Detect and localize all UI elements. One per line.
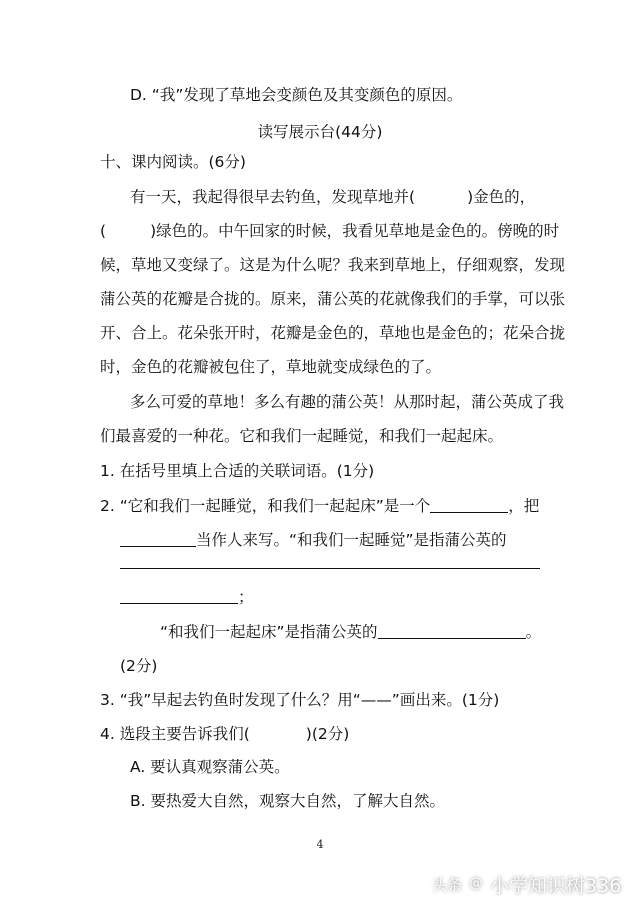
answer-blank-5[interactable] [378,638,526,639]
option-d: D. “我”发现了草地会变颜色及其变颜色的原因。 [130,86,463,104]
watermark [432,871,621,897]
passage-line-8: 们最喜爱的一种花。它和我们一起睡觉，和我们一起起床。 [100,427,504,445]
answer-blank-1[interactable] [430,512,508,513]
passage-line-4: 蒲公英的花瓣是合拢的。原来，蒲公英的花就像我们的手掌，可以张 [100,290,566,308]
at-icon: @ [466,874,486,894]
question-text: )(2分) [305,725,350,743]
question-2-line-4 [120,586,254,608]
passage-line-5: 开、合上。花朵张开时，花瓣是金色的，草地也是金色的；花朵合拢 [100,324,566,342]
question-3: 3. “我”早起去钓鱼时发现了什么？用“——”画出来。(1分) [100,691,500,709]
question-1: 1. 在括号里填上合适的关联词语。(1分) [100,462,375,480]
passage-line-2 [100,220,559,242]
question-10-title: 十、课内阅读。(6分) [100,153,246,171]
question-2-score: (2分) [120,657,158,675]
passage-text: ( [100,222,107,240]
question-text: 2. “它和我们一起睡觉，和我们一起起床”是一个 [100,497,431,515]
option-a: A. 要认真观察蒲公英。 [130,758,290,776]
answer-line-3[interactable] [120,568,540,569]
passage-text: )金色的， [467,188,536,206]
passage-text: )绿色的。中午回家的时候，我看见草地是金色的。傍晚的时 [150,222,560,240]
passage-line-7: 多么可爱的草地！多么有趣的蒲公英！从那时起，蒲公英成了我 [130,393,565,411]
passage-text: 有一天，我起得很早去钓鱼，发现草地并( [130,188,416,206]
passage-line-3: 候，草地又变绿了。这是为什么呢？我来到草地上，仔细观察，发现 [100,256,566,274]
question-text: “和我们一起起床”是指蒲公英的 [160,623,378,641]
option-b: B. 要热爱大自然，观察大自然，了解大自然。 [130,792,445,810]
question-text: 。 [525,623,542,641]
question-2-line-2 [120,529,507,551]
watermark-prefix: 头条 [432,875,463,894]
question-text: 4. 选段主要告诉我们( [100,725,250,743]
answer-blank-4[interactable] [120,603,238,604]
question-text: 当作人来写。“和我们一起睡觉”是指蒲公英的 [196,531,507,549]
page-number: 4 [316,838,324,851]
question-2-line-5 [160,621,541,643]
question-2-line-1 [100,495,539,517]
question-text: ，把 [508,497,540,515]
question-text: ； [238,588,254,606]
answer-blank-2[interactable] [120,546,196,547]
watermark-account: 小学知识树336 [490,874,622,897]
section-title: 读写展示台(44分) [257,123,383,141]
passage-line-6: 时，金色的花瓣被包住了，草地就变成绿色的了。 [100,358,442,376]
question-4 [100,723,349,745]
passage-line-1 [130,186,535,208]
